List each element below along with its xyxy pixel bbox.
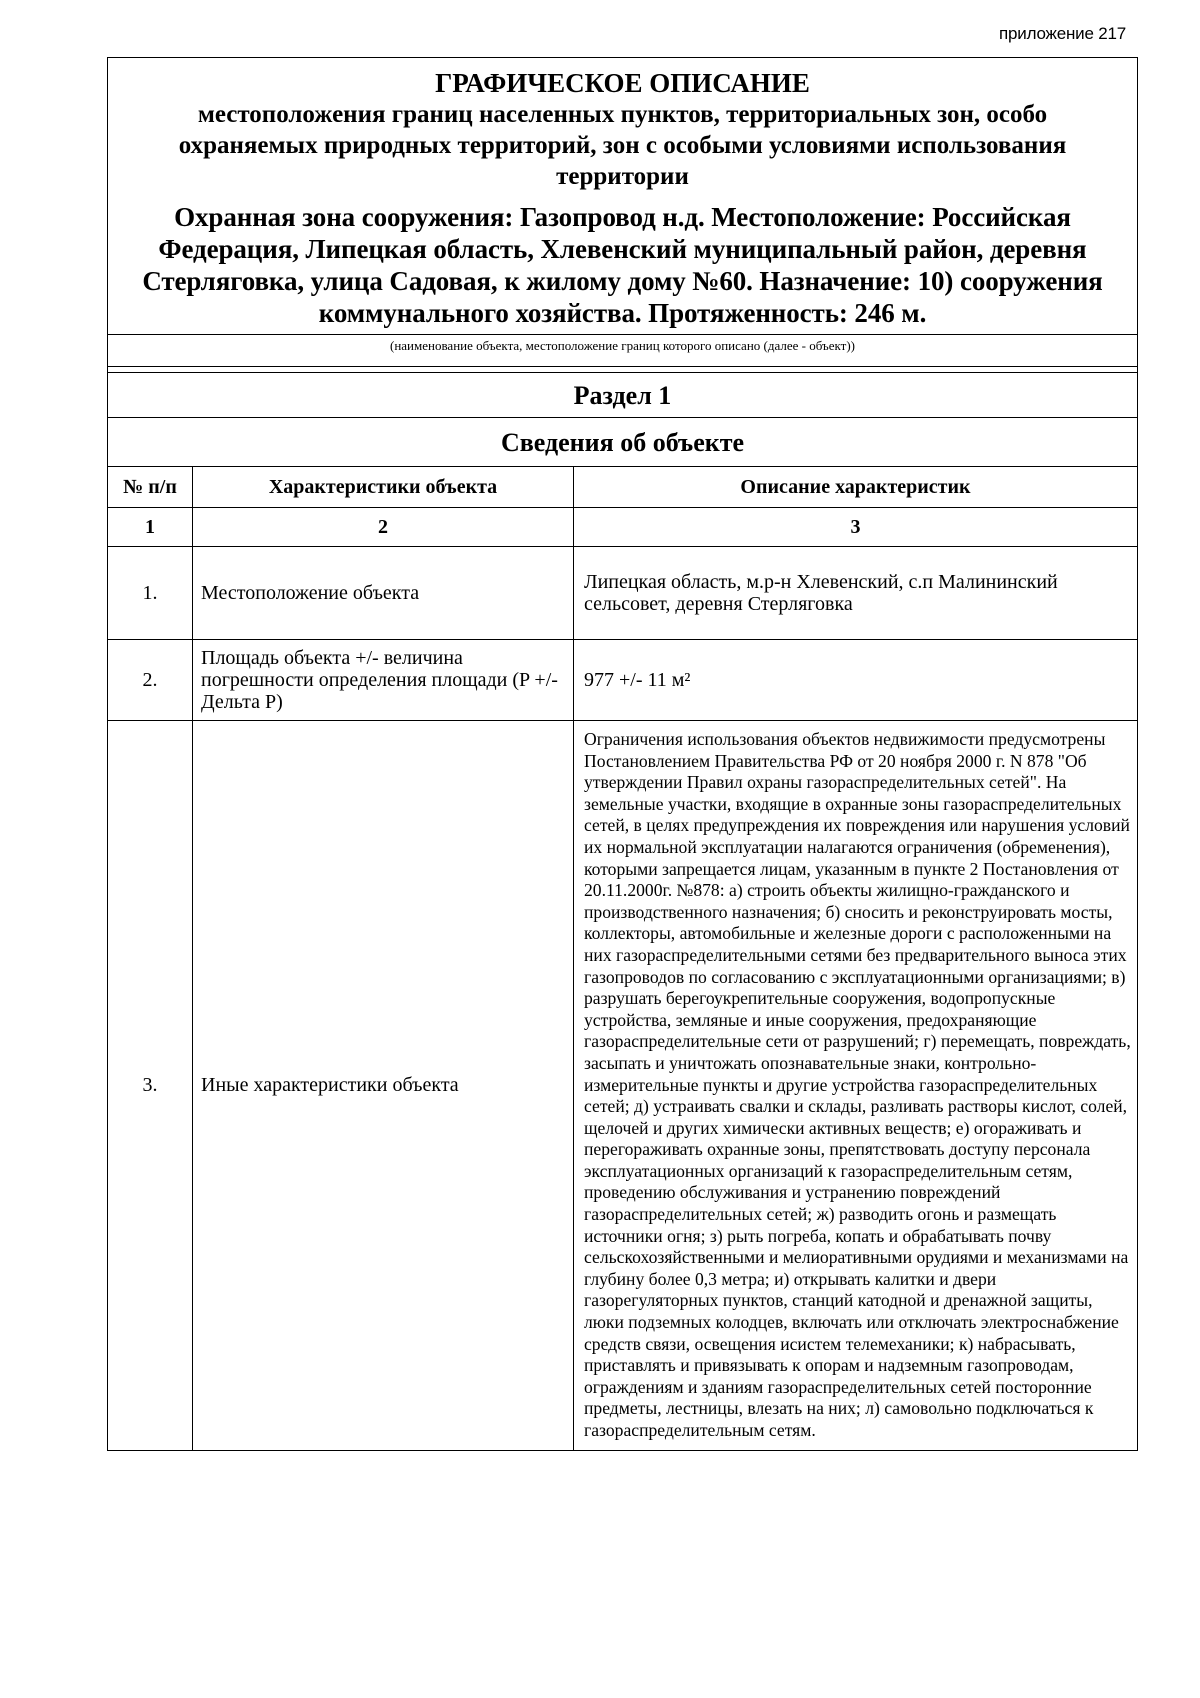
header-description: Описание характеристик [574,467,1138,508]
row-characteristic: Иные характеристики объекта [193,721,574,1451]
column-number: 3 [574,508,1138,547]
document-frame [107,57,1138,1451]
column-number: 2 [193,508,574,547]
object-info-table [108,467,1137,1451]
header-num: № п/п [108,467,193,508]
row-characteristic: Местоположение объекта [193,547,574,640]
table-header-row [108,467,1137,508]
row-number: 2. [108,640,193,721]
document-header [108,58,1137,329]
column-number: 1 [108,508,193,547]
object-description: Охранная зона сооружения: Газопровод н.д. Местоположение: Российская Федерация, Липецкая область, Хлевенский муниципальный район, деревня Стерляговка, улица Садовая, к жилому дому №60. Назначение: 10) сооружения коммунального хозяйства. Протяженность: 246 м. [142,202,1103,328]
section-title: Раздел 1 [108,372,1137,418]
object-note: (наименование объекта, местоположение границ которого описано (далее - объект)) [108,334,1137,367]
row-description: Липецкая область, м.р-н Хлевенский, с.п Малининский сельсовет, деревня Стерляговка [574,547,1138,640]
column-number-row [108,508,1137,547]
document-title: ГРАФИЧЕСКОЕ ОПИСАНИЕ [435,68,810,98]
row-characteristic: Площадь объекта +/- величина погрешности определения площади (P +/- Дельта P) [193,640,574,721]
row-number: 1. [108,547,193,640]
table-row [108,640,1137,721]
section-subtitle: Сведения об объекте [108,418,1137,467]
appendix-label: приложение 217 [999,24,1126,43]
row-description: 977 +/- 11 м² [574,640,1138,721]
row-number: 3. [108,721,193,1451]
table-row [108,721,1137,1451]
header-characteristic: Характеристики объекта [193,467,574,508]
document-subtitle: местоположения границ населенных пунктов, территориальных зон, особо охраняемых природных территорий, зон с особыми условиями использования территории [178,101,1067,190]
table-row [108,547,1137,640]
row-description: Ограничения использования объектов недвижимости предусмотрены Постановлением Правительства РФ от 20 ноября 2000 г. N 878 "Об утверждении Правил охраны газораспределительных сетей". На земельные участки, входящие в охранные зоны газораспределительных сетей, в целях предупреждения их повреждения или нарушения условий их нормальной эксплуатации налагаются ограничения (обременения), которыми запрещается лицам, указанным в пункте 2 Постановления от 20.11.2000г. №878: а) строить объекты жилищно-гражданского и производственного назначения; б) сносить и реконструировать мосты, коллекторы, автомобильные и железные дороги с расположенными на них газораспределительными сетями без предварительного выноса этих газопроводов по согласованию с эксплуатационными организациями; в) разрушать берегоукрепительные сооружения, водопропускные устройства, земляные и иные сооружения, предохраняющие газораспределительные сети от разрушений; г) перемещать, повреждать, засыпать и уничтожать опознавательные знаки, контрольно-измерительные пункты и другие устройства газораспределительных сетей; д) устраивать свалки и склады, разливать растворы кислот, солей, щелочей и других химически активных веществ; е) огораживать и перегораживать охранные зоны, препятствовать доступу персонала эксплуатационных организаций к газораспределительным сетям, проведению обслуживания и устранению повреждений газораспределительных сетей; ж) разводить огонь и размещать источники огня; з) рыть погреба, копать и обрабатывать почву сельскохозяйственными и мелиоративными орудиями и механизмами на глубину более 0,3 метра; и) открывать калитки и двери газорегуляторных пунктов, станций катодной и дренажной защиты, люки подземных колодцев, включать или отключать электроснабжение средств связи, освещения исистем телемеханики; к) набрасывать, приставлять и привязывать к опорам и надземным газопроводам, ограждениям и зданиям газораспределительных сетей посторонние предметы, лестницы, влезать на них; л) самовольно подключаться к газораспределительным сетям. [574,721,1138,1451]
